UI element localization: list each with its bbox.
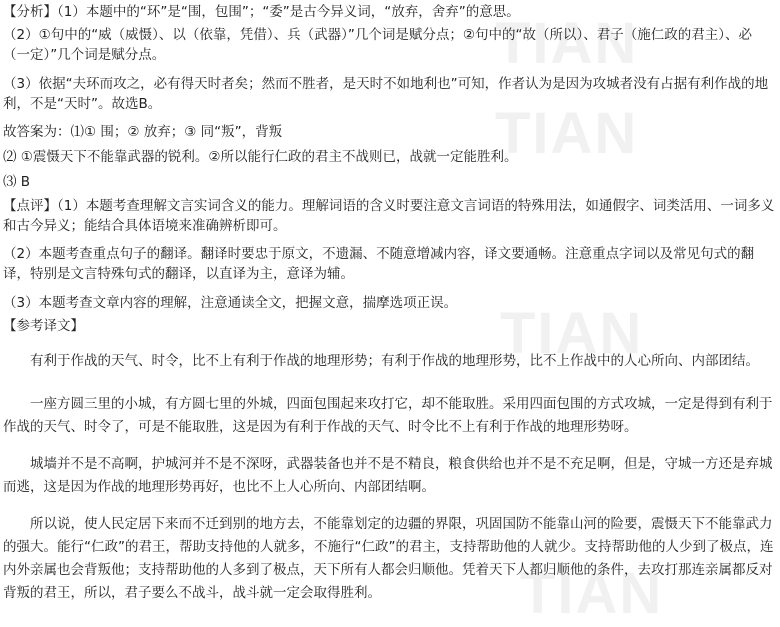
translation-paragraph-1: 有利于作战的天气、时令，比不上有利于作战的地理形势；有利于作战的地理形势，比不上作战中的人心所向、内部团结。	[30, 353, 759, 369]
analysis-point-2: （2）①句中的“威（威慑）、以（依靠，凭借）、兵（武器）”几个词是赋分点；②句中的“故（所以）、君子（施仁政的君主）、必（一定）”几个词是赋分点。	[3, 27, 753, 63]
comment-point-1: （1）本题考查理解文言实词含义的能力。理解词语的含义时要注意文言词语的特殊用法，如通假字、词类活用、一词多义和古今异义；能结合具体语境来准确辨析即可。	[3, 198, 775, 234]
analysis-point-1: （1）本题中的“环”是“围，包围”；“委”是古今异义词，“放弃，舍弃”的意思。	[57, 4, 520, 20]
watermark-logo: TIAN	[500, 301, 644, 366]
translation-paragraph-2: 一座方圆三里的小城，有方圆七里的外城，四面包围起来攻打它，却不能取胜。采用四面包围的方式攻城，一定是得到有利于作战的天气、时令了，可是不能取胜，这是因为有利于作战的天气、时令比不上有利于作战的地理形势呀。	[3, 396, 773, 435]
translation-paragraph-3: 城墙并不是不高啊，护城河并不是不深呀，武器装备也并不是不精良，粮食供给也并不是不充足啊，但是，守城一方还是弃城而逃，这是因为作战的地理形势再好，也比不上人心所向、内部团结啊。	[3, 456, 773, 495]
comment-point-2: （2）本题考查重点句子的翻译。翻译时要忠于原文，不遗漏、不随意增减内容，译文要通畅。注意重点字词以及常见句式的翻译，特别是文言特殊句式的翻译，以直译为主，意译为辅。	[3, 246, 755, 282]
comment-point-3: （3）本题考查文章内容的理解，注意通读全文，把握文意，揣摩选项正误。	[3, 295, 458, 311]
comment-heading: 【点评】	[3, 198, 57, 214]
watermark-logo: TIAN	[495, 101, 639, 166]
answer-line-2: ⑵ ①震慑天下不能靠武器的锐利。②所以能行仁政的君主不战则已，战就一定能胜利。	[3, 149, 518, 165]
analysis-point-3: （3）依据“夫环而攻之，必有得天时者矣；然而不胜者，是天时不如地利也”可知，作者认为是因为攻城者没有占据有利作战的地利，不是“天时”。故选B。	[3, 76, 769, 112]
answer-line-3: ⑶ B	[3, 174, 31, 190]
comment-section-line1	[3, 196, 777, 236]
watermark-logo: TIAN	[520, 561, 664, 626]
answer-line-1: 故答案为：⑴① 围；② 放弃；③ 同“叛”，背叛	[3, 124, 283, 140]
analysis-section-line1	[3, 2, 777, 22]
translation-paragraph-4: 所以说，使人民定居下来而不迁到别的地方去，不能靠划定的边疆的界限，巩固国防不能靠山河的险要，震慑天下不能靠武力的强大。能行“仁政”的君王，帮助支持他的人就多，不施行“仁政”的君主，支持帮助他的人就少。支持帮助他的人少到了极点，连内外亲属也会背叛他；支持帮助他的人多到了极点，天下所有人都会归顺他。凭着天下人都归顺他的条件，去攻打那连亲属都反对背叛的君王，所以，君子要么不战斗，战斗就一定会取得胜利。	[3, 516, 774, 601]
analysis-heading: 【分析】	[3, 4, 57, 20]
watermark-logo: TIAN	[495, 11, 639, 76]
translation-heading: 【参考译文】	[3, 318, 84, 334]
